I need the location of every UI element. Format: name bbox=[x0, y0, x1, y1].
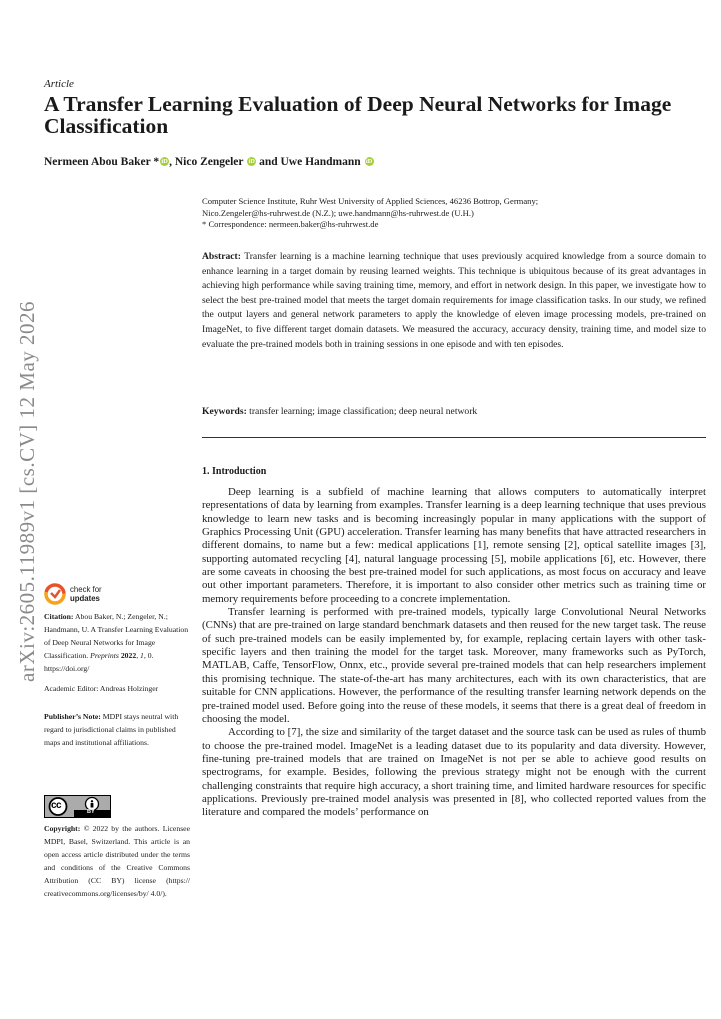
by-label: BY bbox=[87, 809, 95, 815]
author-list bbox=[44, 156, 374, 168]
author-name[interactable]: Nico Zengeler bbox=[174, 156, 244, 168]
author-separator: , bbox=[169, 156, 175, 168]
paragraph: According to [7], the size and similarity of the target dataset and the source task can be used as rules of thumb to choose the pre-trained model. ImageNet is a leading dataset due to its popularity and data diversity. However, fine-tuning pre-trained models that are trained on ImageNet is not per se able to achieve good results on spectrograms, for example. Besides, following the previous strategy might not be enough with the current challenging constraints that require high accuracy, a short training time, and limited hardware resources for specific applications. Previously pre-trained model analysis was presented in [8], who collected reported values from the literature and compared the models’ performance on bbox=[202, 726, 706, 819]
cc-label: cc bbox=[51, 800, 62, 811]
copyright-label: Copyright: bbox=[44, 824, 81, 833]
academic-editor: Academic Editor: Andreas Holzinger bbox=[44, 683, 159, 693]
update-icon bbox=[44, 583, 66, 605]
check-for-updates-badge[interactable] bbox=[44, 583, 164, 605]
section-heading: 1. Introduction bbox=[202, 466, 267, 477]
keywords bbox=[202, 406, 706, 417]
orcid-icon[interactable]: iD bbox=[248, 158, 255, 165]
orcid-icon[interactable]: iD bbox=[161, 158, 168, 165]
section-divider bbox=[202, 437, 706, 438]
article-type-label: Article bbox=[44, 78, 74, 90]
abstract-label: Abstract: bbox=[202, 251, 241, 262]
updates-line2: updates bbox=[70, 593, 100, 603]
sidebar-notes bbox=[44, 611, 190, 750]
correspondence-line[interactable]: * Correspondence: nermeen.baker@hs-ruhrwest.de bbox=[202, 219, 379, 229]
copyright-notice bbox=[44, 823, 190, 900]
citation-label: Citation: bbox=[44, 612, 74, 621]
publisher-note bbox=[44, 711, 190, 750]
paragraph: Transfer learning is performed with pre-trained models, typically large Convolutional Neural Networks (CNNs) that are pre-trained on large standard benchmark datasets and then reused for the new target task. The reuse of such pre-trained models can be easily implemented by, for example, replacing certain layers with other task-specific layers and then training the model for the target task. Moreover, many frameworks such as PyTorch, MATLAB, Caffe, TensorFlow, Onnx, etc., provide several pre-trained models that can help researchers implement this promising technique. The state-of-the-art has many architectures, each with its own characteristics, that are suitable for CNN applications. However, the performance of the resulting transfer learning network depends on the pre-trained model used. Before going into the reuse of these models, it seems that there is a great deal of freedom in choosing the model. bbox=[202, 606, 706, 725]
publisher-note-label: Publisher’s Note: bbox=[44, 712, 101, 722]
updates-line1: check for bbox=[70, 585, 102, 594]
abstract bbox=[202, 250, 706, 352]
citation-text: Abou Baker, N.; Zengeler, N.; Handmann, U. A Transfer Learning Evaluation of Deep Neural Networks for Image Classification. bbox=[44, 612, 189, 660]
copyright-text: © 2022 by the authors. Licensee MDPI, Basel, Switzerland. This article is an open access article distributed under the terms and conditions of the Creative Commons Attribution (CC BY) license (https:// creativecommons.org/licenses/by/ 4.0/). bbox=[44, 824, 191, 898]
orcid-icon[interactable]: iD bbox=[365, 158, 373, 165]
keywords-text: transfer learning; image classification; deep neural network bbox=[249, 406, 478, 417]
affiliation-block bbox=[202, 196, 702, 231]
affiliation-line: Computer Science Institute, Ruhr West University of Applied Sciences, 46236 Bottrop, Germany; bbox=[202, 196, 539, 206]
author-name[interactable]: Uwe Handmann bbox=[280, 156, 361, 168]
cc-by-license-icon[interactable] bbox=[44, 795, 111, 818]
affiliation-emails[interactable]: Nico.Zengeler@hs-ruhrwest.de (N.Z.); uwe.handmann@hs-ruhrwest.de (U.H.) bbox=[202, 207, 474, 218]
author-separator: and bbox=[256, 156, 281, 168]
arxiv-stamp: arXiv:2605.11989v1 [cs.CV] 12 May 2026 bbox=[15, 300, 39, 682]
keywords-label: Keywords: bbox=[202, 406, 247, 417]
paragraph: Deep learning is a subfield of machine learning that allows computers to automatically interpret representations of data by learning from examples. Transfer learning is a deep learning technique that uses previous knowledge to learn new tasks and is becoming increasingly popular in many applications with the support of Graphics Processing Unit (GPU) acceleration. Transfer learning has many benefits that have attracted researchers in different domains, to name but a few: medical applications [1], remote sensing [2], optical satellite images [3], supporting automated recycling [4], natural language processing [5], mobile applications [6], etc. However, there are some caveats in choosing the best pre-trained model for such applications, as most focus on accuracy and leave out other important parameters. Therefore, it is important to also consider other metrics such as training time or memory requirements before proceeding to a concrete implementation. bbox=[202, 486, 706, 605]
paper-title: A Transfer Learning Evaluation of Deep Neural Networks for Image Classification bbox=[44, 92, 672, 138]
publisher-note-text: MDPI stays neutral with regard to jurisdictional claims in published maps and institutional affiliations. bbox=[44, 712, 179, 748]
citation-volume: 1 bbox=[140, 650, 144, 660]
citation-doi[interactable]: , 0. https://doi.org/ bbox=[44, 650, 154, 673]
body-text bbox=[202, 486, 706, 820]
abstract-text: Transfer learning is a machine learning technique that uses previously acquired knowledge from a source domain to enhance learning in a target domain by reusing learned weights. This technique is ubiquitous because of its great advantages in achieving high performance while saving training time, memory, and effort in network design. In this paper, we investigate how to select the best pre-trained model that meets the target domain requirements for image classification tasks. In our study, we refined the output layers and general network parameters to apply the knowledge of eleven image processing models, pre-trained on ImageNet, to five different target domain datasets. We measured the accuracy, accuracy density, training time, and model size to evaluate the pre-trained models both in training sessions in one episode and with ten episodes. bbox=[202, 251, 706, 350]
author-name[interactable]: Nermeen Abou Baker * bbox=[44, 156, 160, 168]
citation-block: Citation: Abou Baker, N.; Zengeler, N.; Handmann, U. A Transfer Learning Evaluation of Deep Neural Networks for Image Classification. Preprints 2022, 1, 0. https://doi.org/ bbox=[44, 612, 189, 673]
citation-year: 2022 bbox=[120, 650, 137, 660]
citation-journal: Preprints bbox=[90, 650, 119, 660]
